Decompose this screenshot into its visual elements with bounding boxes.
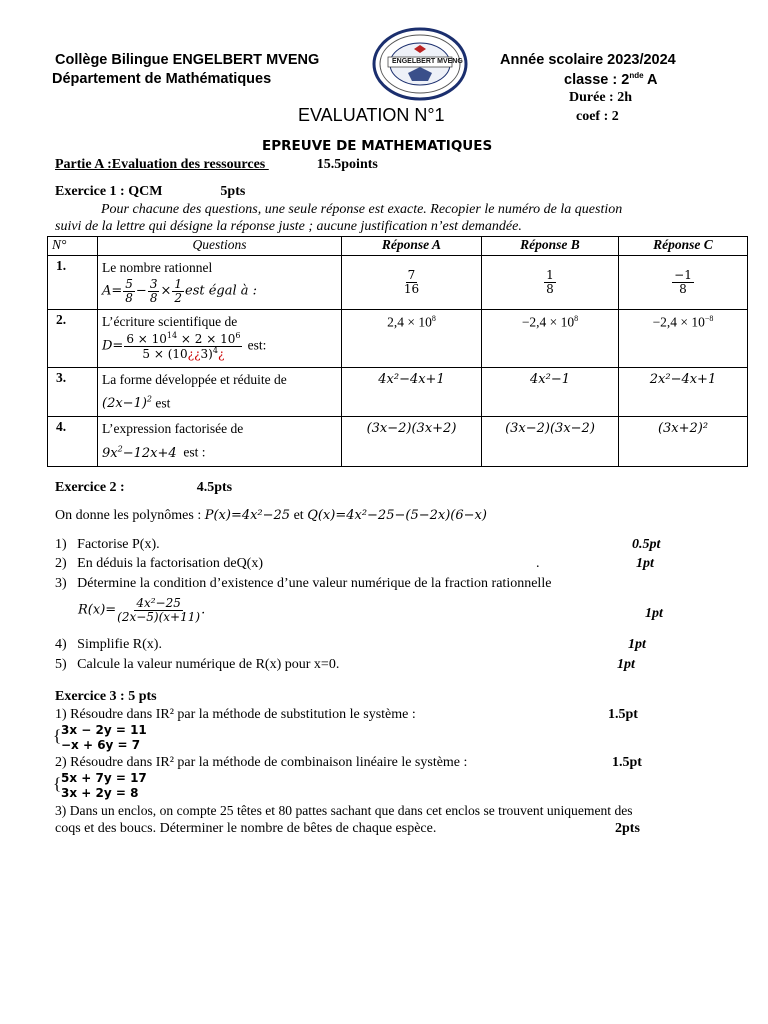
col-header-num: N° (48, 237, 98, 256)
ex1-instructions-2: suivi de la lettre qui désigne la réponse juste ; aucune justification n’est demandée. (55, 219, 522, 234)
ex3-q1-points: 1.5pt (608, 707, 638, 722)
ex2-item-4-points: 1pt (628, 637, 646, 652)
answer-2a: $2,4 \times 10^8$ (342, 310, 482, 368)
system-1: 3x − 2y = 11 −x + 6y = 7 (61, 723, 147, 752)
ex1-title: Exercice 1 : QCM 5pts (55, 184, 246, 199)
question-2: L’écriture scientifique de D= $\frac{6 \times 10^{14} \times 2 \times 10^6}{5 \times (10¿¿3)^4¿}$ est: (98, 310, 342, 368)
duration: Durée : 2h (569, 90, 632, 105)
school-year: Année scolaire 2023/2024 (500, 52, 676, 68)
ex2-intro: On donne les polynômes : P(x)=4x²−25 et Q(x)=4x²−25−(5−2x)(6−x) (55, 508, 487, 523)
table-row: 2. L’écriture scientifique de D= $\frac{6 \times 10^{14} \times 2 \times 10^6}{5 \times (10¿¿3)^4¿}$ est: $2,4 \times 10^8$ $-2,4 \times 10^8$ $-2,4 \times 10^{-8}$ (48, 310, 748, 368)
ex2-title: Exercice 2 : 4.5pts (55, 480, 233, 495)
question-4: L’expression factorisée de $9x^2-12x+4$ est : (98, 417, 342, 466)
answer-2c: $-2,4 \times 10^{-8}$ (619, 310, 748, 368)
qcm-table (47, 236, 748, 467)
col-header-questions: Questions (98, 237, 342, 256)
answer-2b: $-2,4 \times 10^8$ (482, 310, 619, 368)
ex2-item-3-points: 1pt (645, 606, 663, 621)
ex2-item-5-points: 1pt (617, 657, 635, 672)
page-title: EVALUATION N°1 (298, 105, 445, 125)
system-2: 5x + 7y = 17 3x + 2y = 8 (61, 771, 147, 800)
answer-3b: 4x²−1 (482, 368, 619, 417)
answer-3c: 2x²−4x+1 (619, 368, 748, 417)
part-a-label: Partie A :Evaluation des ressources 15.5points (55, 157, 378, 172)
ex2-item-3: 3) Détermine la condition d’existence d’une valeur numérique de la fraction rationnelle (55, 576, 552, 591)
ex3-q2: 2) Résoudre dans IR² par la méthode de combinaison linéaire le système : (55, 755, 468, 770)
col-header-c: Réponse C (619, 237, 748, 256)
table-row: 3. La forme développée et réduite de $(2x-1)^2$ est 4x²−4x+1 4x²−1 2x²−4x+1 (48, 368, 748, 417)
brace-icon: { (53, 774, 62, 793)
ex3-q1: 1) Résoudre dans IR² par la méthode de substitution le système : (55, 707, 416, 722)
subtitle: EPREUVE DE MATHEMATIQUES (262, 138, 493, 154)
ex2-item-2: 2) En déduis la factorisation deQ(x) (55, 556, 263, 571)
class-label: classe : 2nde A (564, 71, 658, 88)
answer-4b: (3x−2)(3x−2) (482, 417, 619, 466)
ex3-q3-line2: coqs et des boucs. Déterminer le nombre de bêtes de chaque espèce. (55, 821, 437, 836)
question-1: Le nombre rationnel A= $\frac{5}{8}$ − $\frac{3}{8}$ × $\frac{1}{2}$ est égal à : (98, 256, 342, 310)
col-header-b: Réponse B (482, 237, 619, 256)
school-logo: ENGELBERT MVENG (372, 27, 468, 101)
coef: coef : 2 (576, 109, 619, 124)
answer-1c: $\frac{-1}{8}$ (619, 256, 748, 310)
school-name: Collège Bilingue ENGELBERT MVENG (55, 52, 320, 68)
ex2-item-1: 1) Factorise P(x). (55, 537, 160, 552)
fraction-R: R(x)= $\frac{\text{4x²−25}}{(2x-5)(x+11)}$ . (78, 596, 206, 624)
table-row: 1. Le nombre rationnel A= $\frac{5}{8}$ − $\frac{3}{8}$ × $\frac{1}{2}$ est égal à : $\frac{7}{16}$ $\frac{1}{8}$ $\frac{-1}{8}$ (48, 256, 748, 310)
ex2-item-2-points: 1pt (636, 556, 654, 571)
ex3-title: Exercice 3 : 5 pts (55, 689, 157, 704)
ex2-item-1-points: 0.5pt (632, 537, 661, 552)
department-name: Département de Mathématiques (52, 71, 272, 87)
col-header-a: Réponse A (342, 237, 482, 256)
table-row: 4. L’expression factorisée de $9x^2-12x+4$ est : (3x−2)(3x+2) (3x−2)(3x−2) (3x+2)² (48, 417, 748, 466)
ex2-item-2-dot: . (536, 556, 540, 571)
brace-icon: { (53, 726, 62, 745)
answer-4a: (3x−2)(3x+2) (342, 417, 482, 466)
ex3-q3-line1: 3) Dans un enclos, on compte 25 têtes et 80 pattes sachant que dans cet enclos se trouvent uniquement des (55, 803, 633, 818)
answer-3a: 4x²−4x+1 (342, 368, 482, 417)
question-3: La forme développée et réduite de $(2x-1)^2$ est (98, 368, 342, 417)
answer-1a: $\frac{7}{16}$ (342, 256, 482, 310)
ex3-q3-points: 2pts (615, 821, 640, 836)
ex2-item-5: 5) Calcule la valeur numérique de R(x) pour x=0. (55, 657, 340, 672)
answer-1b: $\frac{1}{8}$ (482, 256, 619, 310)
ex1-instructions-1: Pour chacune des questions, une seule réponse est exacte. Recopier le numéro de la question (101, 202, 623, 217)
answer-4c: (3x+2)² (619, 417, 748, 466)
ex3-q2-points: 1.5pt (612, 755, 642, 770)
ex2-item-4: 4) Simplifie R(x). (55, 637, 162, 652)
